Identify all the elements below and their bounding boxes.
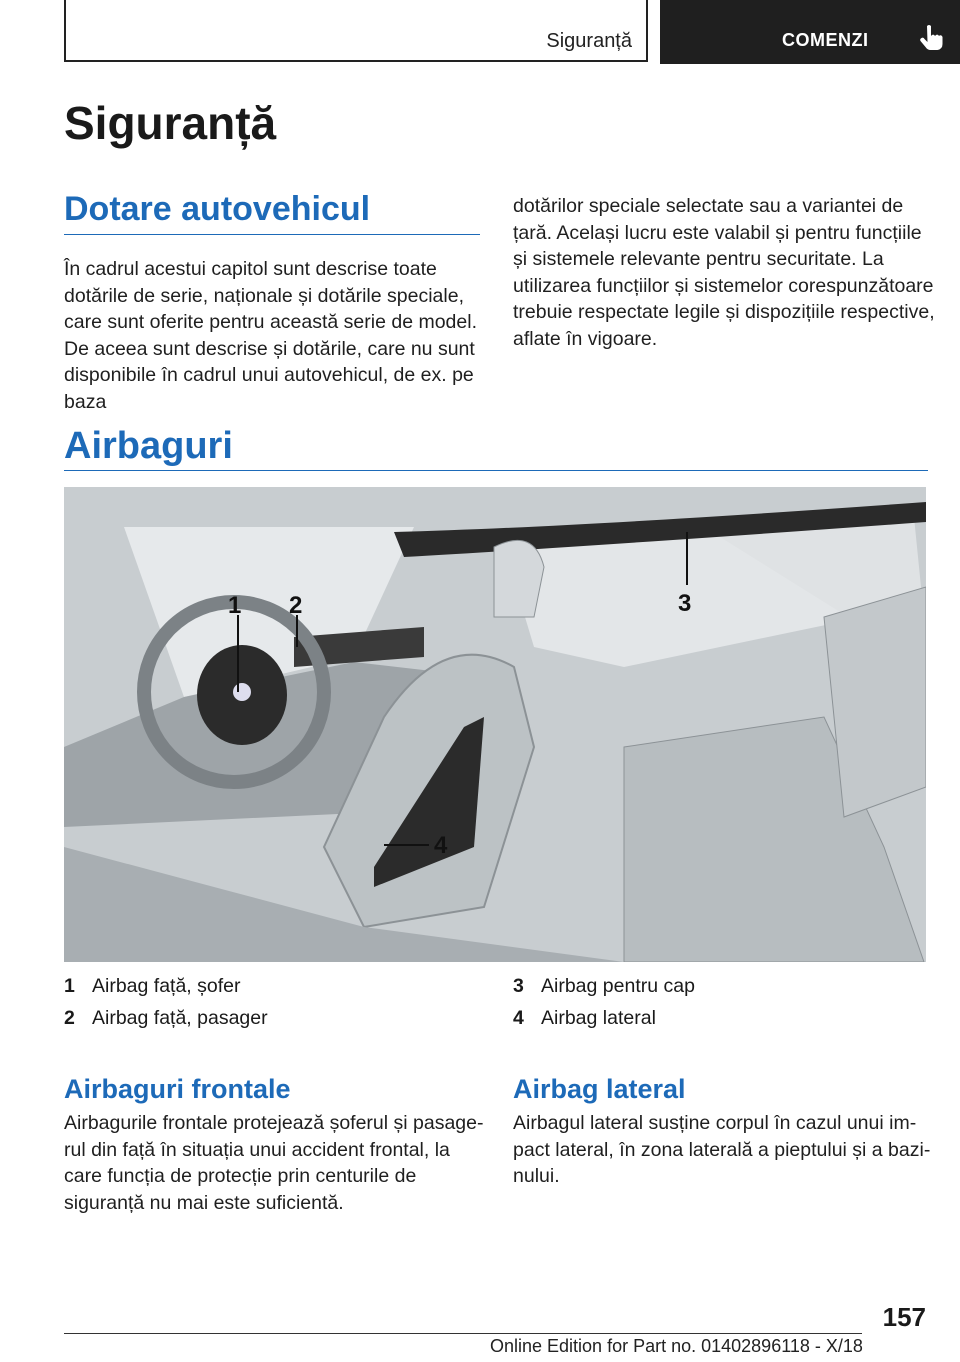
legend-right bbox=[513, 970, 695, 1034]
legend-label: Airbag față, șofer bbox=[92, 975, 241, 997]
dotare-text-left: În cadrul acestui capitol sunt descrise toate dotările de serie, naționale și dotările speciale, care sunt oferite pentru această serie de model. De aceea sunt descrise și dotările, care nu sunt disponibile în cadrul unui autovehicul, de ex. pe baza bbox=[64, 258, 477, 413]
header bbox=[0, 0, 960, 66]
legend-number: 1 bbox=[64, 975, 75, 997]
legend-item bbox=[513, 970, 695, 1002]
section-title-dotare: Dotare autovehicul bbox=[64, 190, 371, 228]
footer-divider bbox=[64, 1333, 862, 1334]
callout-1: 1 bbox=[228, 592, 242, 619]
page-number: 157 bbox=[882, 1302, 926, 1332]
legend-label: Airbag lateral bbox=[541, 1007, 656, 1029]
legend-number: 2 bbox=[64, 1007, 75, 1029]
callout-2: 2 bbox=[289, 592, 303, 619]
footer-edition: Online Edition for Part no. 01402896118 - X/18 bbox=[490, 1336, 863, 1356]
legend-label: Airbag față, pasager bbox=[92, 1007, 268, 1029]
legend-number: 4 bbox=[513, 1007, 524, 1029]
legend-item bbox=[64, 970, 268, 1002]
section-tab-label: Siguranță bbox=[546, 30, 632, 52]
subsection-title-lateral: Airbag lateral bbox=[513, 1074, 686, 1104]
lateral-text: Airbagul lateral susține corpul în cazul unui impact lateral, în zona laterală a pieptului și a bazinului. bbox=[513, 1112, 931, 1187]
page-title: Siguranță bbox=[64, 97, 277, 149]
commands-tab[interactable] bbox=[660, 0, 960, 64]
section-divider bbox=[64, 234, 480, 235]
pointing-hand-icon bbox=[918, 24, 944, 52]
frontale-text: Airbagurile frontale protejează șoferul și pasagerul din față în situația unui accident frontal, la care funcția de protecție prin centurile de siguranță nu mai este suficientă. bbox=[64, 1112, 484, 1214]
legend-number: 3 bbox=[513, 975, 524, 997]
subsection-title-frontale: Airbaguri frontale bbox=[64, 1074, 291, 1104]
commands-tab-label: COMENZI bbox=[782, 30, 869, 50]
callout-4: 4 bbox=[434, 832, 448, 859]
legend-item bbox=[513, 1002, 695, 1034]
section-title-airbaguri: Airbaguri bbox=[64, 425, 233, 467]
section-divider bbox=[64, 470, 928, 471]
legend-item bbox=[64, 1002, 268, 1034]
legend-left bbox=[64, 970, 268, 1034]
section-tab[interactable] bbox=[64, 0, 648, 62]
callout-3: 3 bbox=[678, 590, 692, 617]
legend-label: Airbag pentru cap bbox=[541, 975, 695, 997]
dotare-text-right: dotărilor speciale selectate sau a variantei de țară. Același lucru este valabil și pentru funcțiile și sistemele relevante pentru securitate. La utilizarea funcțiilor și sistemelor corespunzătoare trebuie respectate legile și dispozițiile respective, aflate în vigoare. bbox=[513, 195, 935, 350]
airbag-illustration bbox=[64, 487, 926, 962]
